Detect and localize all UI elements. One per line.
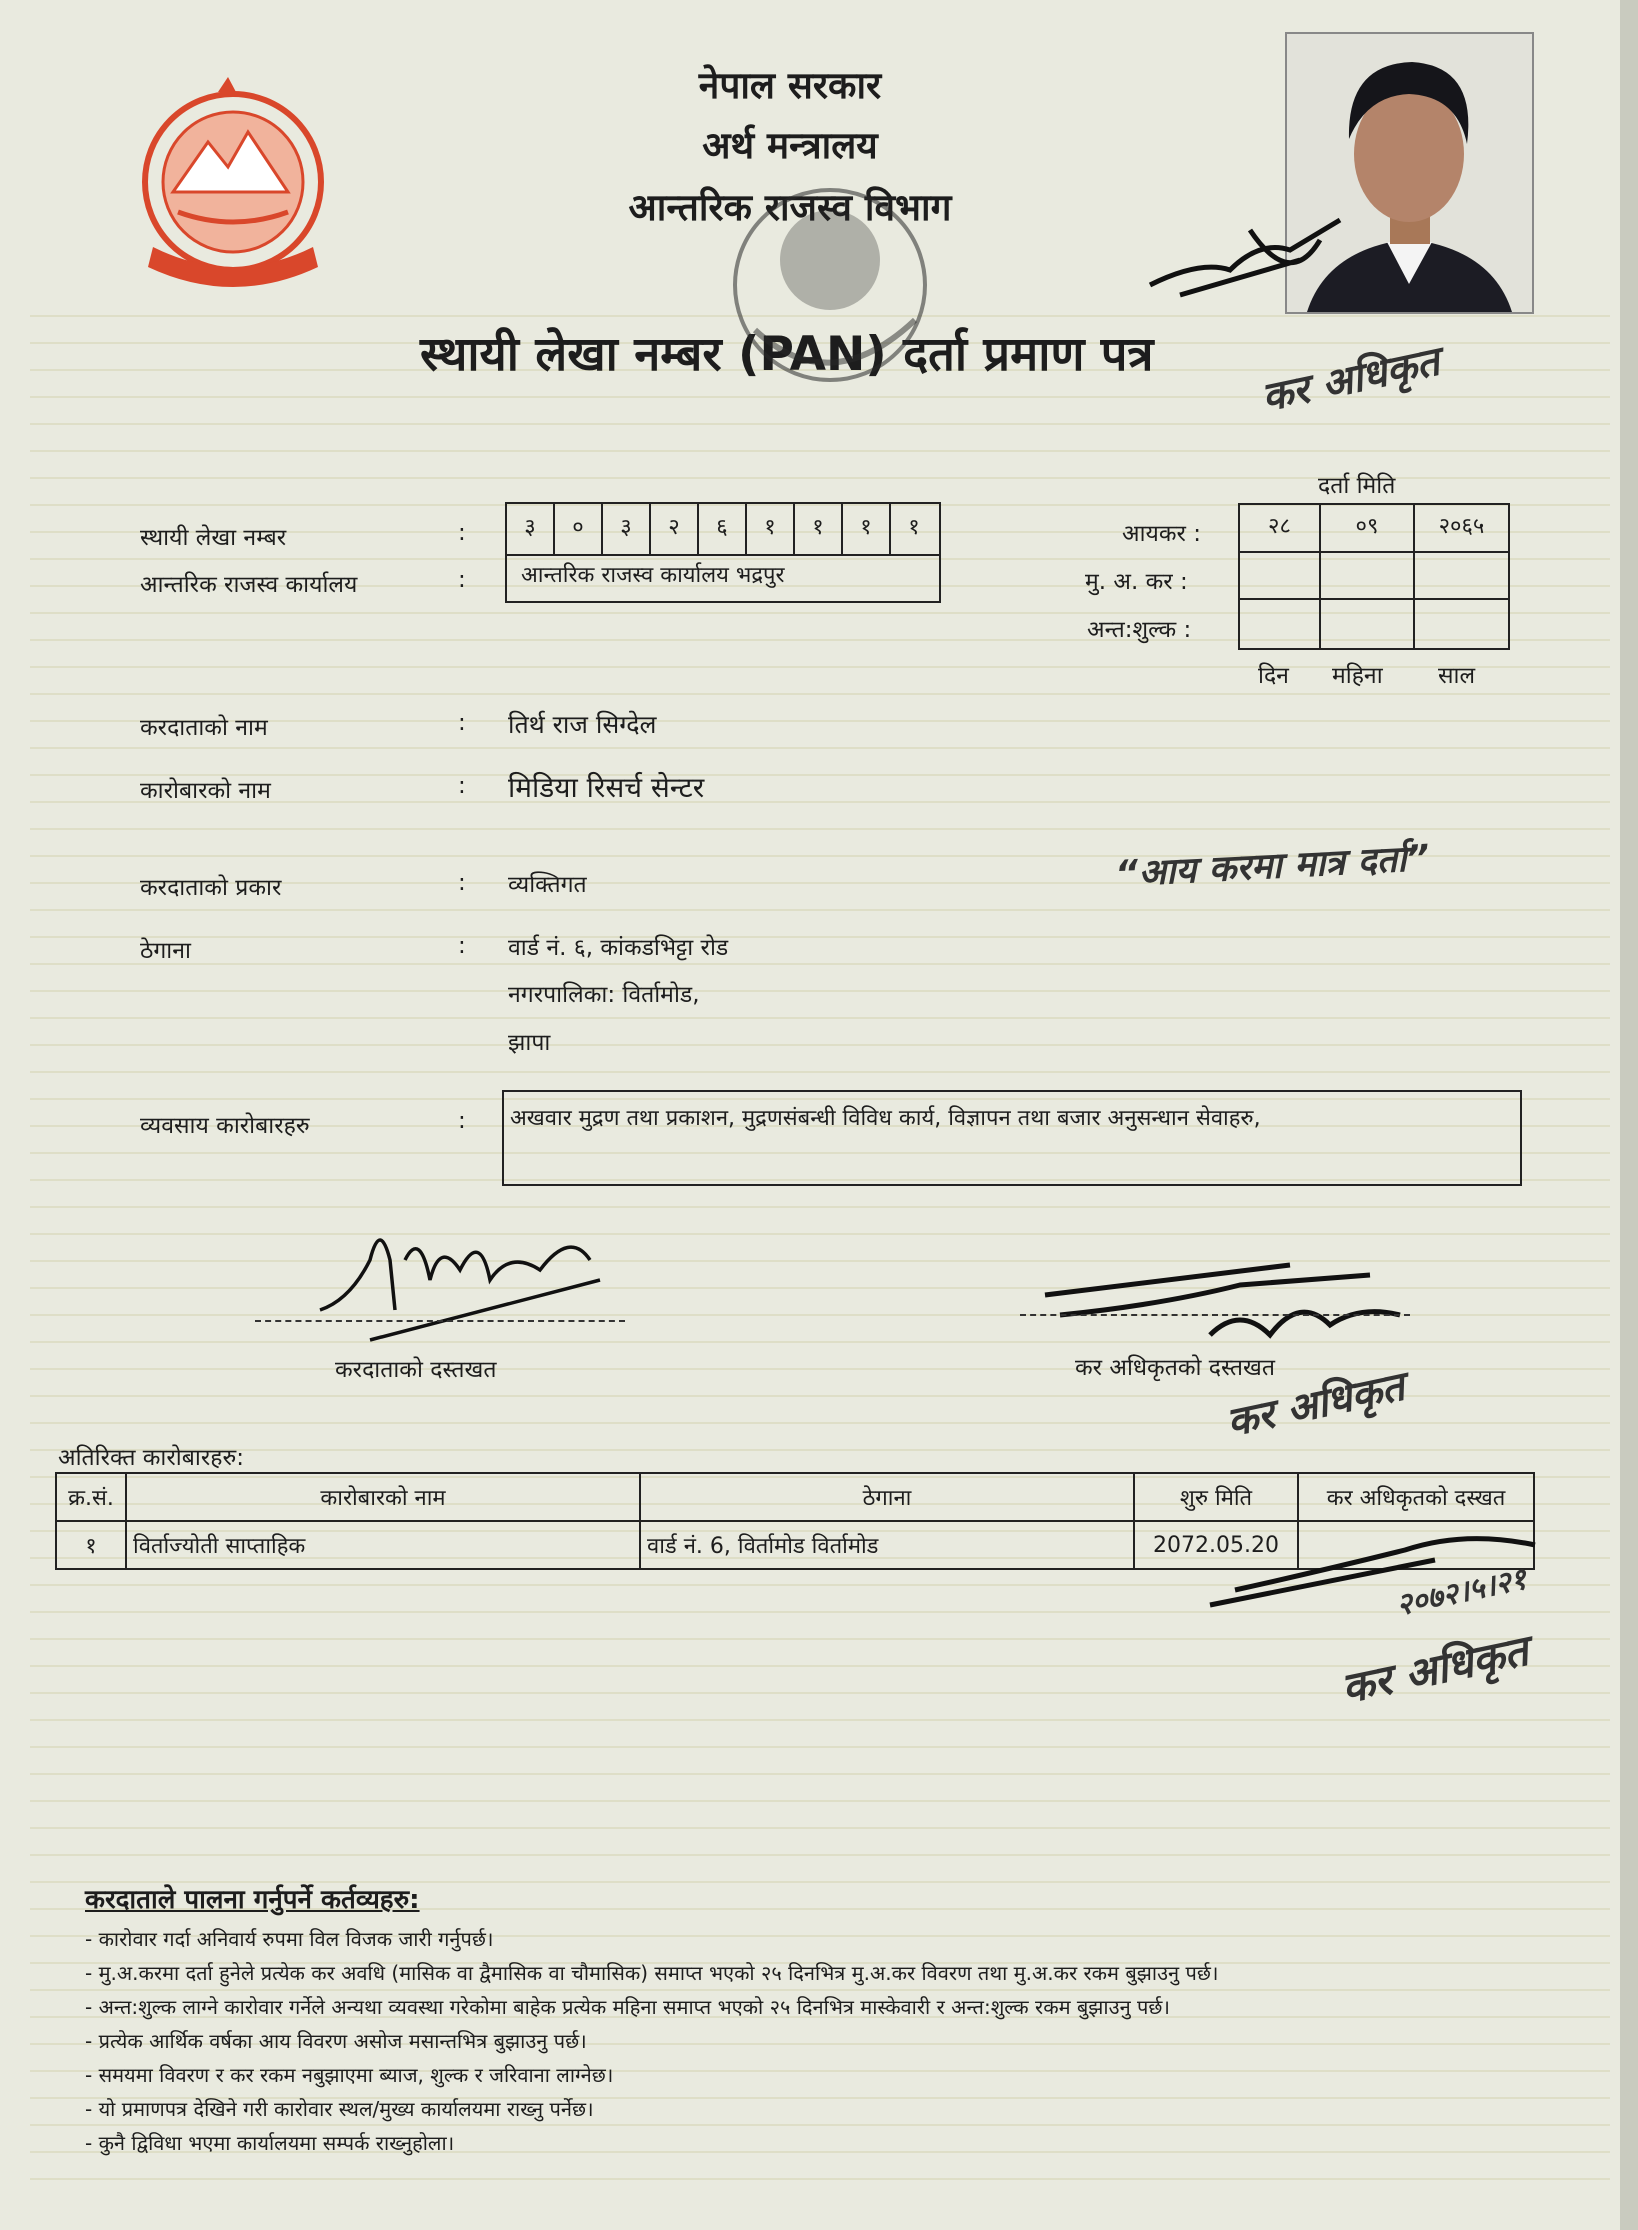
address-label: ठेगाना (140, 938, 191, 964)
business-activities-box: अखवार मुद्रण तथा प्रकाशन, मुद्रणसंबन्धी विविध कार्य, विज्ञापन तथा बजार अनुसन्धान सेवाहरु, (502, 1090, 1522, 1186)
row-start-date: 2072.05.20 (1134, 1521, 1298, 1569)
duty-item: - समयमा विवरण र कर रकम नबुझाएमा ब्याज, शुल्क र जरिवाना लाग्नेछ। (85, 2063, 614, 2087)
excise-label: अन्त:शुल्क : (1087, 617, 1192, 643)
taxpayer-signature-line (255, 1320, 625, 1322)
month-label: महिना (1332, 663, 1383, 689)
certificate-title: स्थायी लेखा नम्बर (PAN) दर्ता प्रमाण पत्र (420, 327, 1154, 382)
address-line-3: झापा (508, 1030, 551, 1056)
pan-digit: ३ (507, 504, 555, 554)
business-activities-label: व्यवसाय कारोबारहरु (140, 1113, 310, 1139)
colon: : (458, 773, 466, 799)
col-address: ठेगाना (640, 1473, 1134, 1521)
col-business-name: कारोबारको नाम (126, 1473, 640, 1521)
colon: : (458, 567, 466, 593)
iro-label: आन्तरिक राजस्व कार्यालय (140, 572, 358, 598)
header-ministry: अर्थ मन्त्रालय (702, 124, 878, 167)
stamp-date-note: २०७२।५।२१ (1393, 1561, 1530, 1624)
duty-item: - यो प्रमाणपत्र देखिने गरी कारोवार स्थल/मुख्य कार्यालयमा राख्नु पर्नेछ। (85, 2097, 594, 2121)
duties-heading: करदाताले पालना गर्नुपर्ने कर्तव्यहरु: (85, 1885, 420, 1915)
grid-line (1240, 551, 1508, 553)
round-seal-stamp-icon (715, 170, 945, 440)
taxpayer-type: व्यक्तिगत (508, 872, 587, 898)
pan-digit: १ (747, 504, 795, 554)
officer-signature-line (1020, 1314, 1410, 1316)
income-tax-year: २०६५ (1438, 514, 1485, 539)
stamp-income-tax-only: “आय करमा मात्र दर्ता” (1114, 837, 1431, 896)
officer-signature-icon (1040, 1255, 1420, 1365)
grid-line (1240, 598, 1508, 600)
business-name: मिडिया रिसर्च सेन्टर (508, 771, 705, 804)
address-line-1: वार्ड नं. ६, कांकडभिट्टा रोड (508, 935, 729, 961)
duty-item: - मु.अ.करमा दर्ता हुनेले प्रत्येक कर अवधि (मासिक वा द्वैमासिक वा चौमासिक) समाप्त भएको २५ दिनभित्र मु.अ.कर विवरण तथा मु.अ.कर रकम बुझाउनु पर्छ। (85, 1961, 1219, 1985)
pan-label: स्थायी लेखा नम्बर (140, 525, 287, 551)
pan-digit: १ (795, 504, 843, 554)
taxpayer-name: तिर्थ राज सिग्देल (508, 710, 657, 739)
stamp-tax-officer-2: कर अधिकृत (1222, 1363, 1409, 1447)
colon: : (458, 933, 466, 959)
duty-item: - प्रत्येक आर्थिक वर्षका आय विवरण असोज मसान्तभित्र बुझाउनु पर्छ। (85, 2029, 587, 2053)
row-address: वार्ड नं. 6, विर्तामोड विर्तामोड (640, 1521, 1134, 1569)
duty-item: - कारोवार गर्दा अनिवार्य रुपमा विल विजक जारी गर्नुपर्छ। (85, 1927, 494, 1951)
income-tax-day: २८ (1268, 514, 1291, 539)
income-tax-month: ०९ (1355, 514, 1379, 539)
business-name-label: कारोबारको नाम (140, 778, 271, 804)
iro-value-box: आन्तरिक राजस्व कार्यालय भद्रपुर (505, 553, 941, 603)
income-tax-label: आयकर : (1122, 521, 1201, 547)
address-line-2: नगरपालिका: विर्तामोड, (508, 982, 700, 1008)
additional-businesses-heading: अतिरिक्त कारोबारहरु: (58, 1445, 244, 1471)
pan-digit: १ (908, 515, 920, 540)
officer-signature-top-icon (1140, 200, 1350, 310)
nepal-emblem-icon (118, 72, 348, 302)
duty-item: - अन्त:शुल्क लाग्ने कारोवार गर्नेले अन्यथा व्यवस्था गरेकोमा बाहेक प्रत्येक महिना समाप्त भएको २५ दिनभित्र मास्केवारी र अन्त:शुल्क रकम बुझाउनु पर्छ। (85, 1995, 1170, 2019)
duty-item: - कुनै द्विविधा भएमा कार्यालयमा सम्पर्क राख्नुहोला। (85, 2131, 455, 2155)
taxpayer-name-label: करदाताको नाम (140, 715, 268, 741)
year-label: साल (1438, 663, 1476, 689)
pan-digit: १ (843, 504, 891, 554)
registration-date-grid (1238, 503, 1510, 650)
header-department: आन्तरिक राजस्व विभाग (628, 186, 952, 229)
officer-signature-label: कर अधिकृतको दस्तखत (1075, 1355, 1275, 1381)
header-government: नेपाल सरकार (698, 64, 882, 107)
pan-digit: ६ (699, 504, 747, 554)
table-officer-signature-icon (1205, 1520, 1585, 1640)
pan-digit: ३ (603, 504, 651, 554)
colon: : (458, 520, 466, 546)
colon: : (458, 870, 466, 896)
taxpayer-duties (85, 1880, 1545, 2160)
stamp-tax-officer-1: कर अधिकृत (1257, 338, 1444, 422)
table-header-row (56, 1473, 1534, 1521)
pan-number-box (505, 502, 941, 556)
taxpayer-type-label: करदाताको प्रकार (140, 875, 282, 901)
colon: : (458, 1108, 466, 1134)
row-business-name: विर्ताज्योती साप्ताहिक (126, 1521, 640, 1569)
taxpayer-signature-icon (310, 1200, 610, 1350)
duties-list (85, 1922, 1545, 2160)
col-officer-signature: कर अधिकृतको दस्खत (1298, 1473, 1534, 1521)
stamp-tax-officer-3: कर अधिकृत (1337, 1625, 1533, 1714)
pan-digit: २ (651, 504, 699, 554)
col-start-date: शुरु मिति (1134, 1473, 1298, 1521)
colon: : (458, 710, 466, 736)
registration-date-heading: दर्ता मिति (1318, 473, 1396, 499)
col-serial: क्र.सं. (56, 1473, 126, 1521)
taxpayer-signature-label: करदाताको दस्तखत (335, 1357, 497, 1383)
vat-label: मु. अ. कर : (1085, 569, 1188, 595)
pan-digit: ० (555, 504, 603, 554)
day-label: दिन (1258, 663, 1289, 689)
row-serial: १ (56, 1521, 126, 1569)
